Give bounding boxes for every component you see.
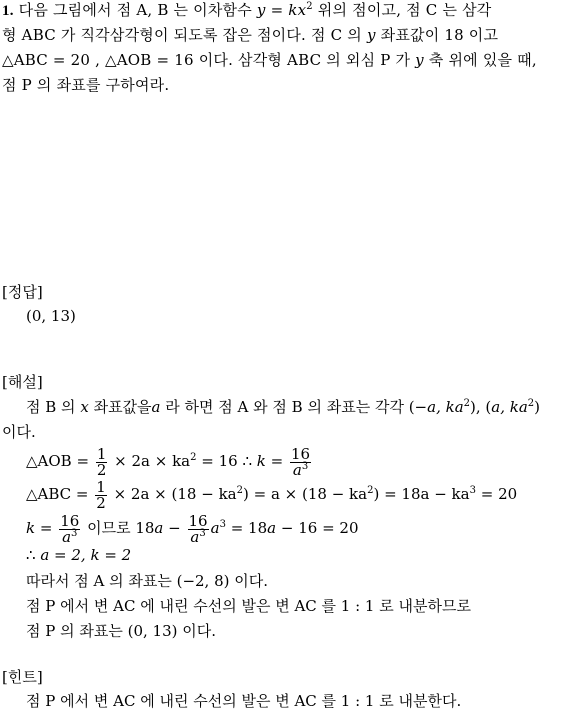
math-variable: a	[62, 527, 72, 546]
solution-line-2: 이다.	[2, 423, 36, 441]
hint-header: [힌트]	[2, 668, 43, 686]
solution-text: 이므로 18	[87, 519, 155, 537]
math-variable: y	[415, 51, 424, 69]
math-expression: ) = 18a − ka	[373, 485, 470, 503]
math-expression: = 16 ∴	[201, 452, 253, 470]
fraction-denominator	[188, 527, 209, 546]
superscript: 3	[469, 485, 476, 496]
math-expression: = 20	[480, 485, 518, 503]
fraction-numerator: 16	[291, 444, 311, 463]
math-expression: △AOB =	[26, 452, 90, 470]
solution-text: ), (	[470, 398, 492, 416]
math-expression: y = kx	[256, 1, 307, 19]
problem-line-1	[2, 0, 491, 21]
fraction	[96, 444, 108, 479]
fraction-denominator	[59, 527, 80, 546]
solution-text: 점 B 의	[26, 398, 76, 416]
math-expression: △ABC =	[26, 485, 89, 503]
superscript: 2	[236, 485, 243, 496]
equation-abc	[26, 476, 517, 512]
superscript: 2	[190, 452, 197, 463]
superscript: 3	[219, 519, 226, 530]
solution-line-4: 점 P 에서 변 AC 에 내린 수선의 발은 변 AC 를 1 : 1 로 내분하므로	[26, 597, 471, 615]
equation-result	[26, 545, 131, 565]
problem-text: △ABC = 20 , △AOB = 16 이다. 삼각형 ABC 의 외심 P 가	[2, 51, 411, 69]
math-variable: a	[154, 519, 164, 537]
superscript: 2	[527, 398, 535, 409]
superscript: 3	[71, 527, 78, 539]
fraction-numerator: 1	[96, 444, 107, 463]
math-variable: a	[151, 398, 161, 416]
superscript: 2	[367, 485, 374, 496]
problem-text: 다음 그림에서 점 A, B 는 이차함수	[18, 1, 252, 19]
solution-line-3: 따라서 점 A 의 좌표는 (−2, 8) 이다.	[26, 572, 269, 590]
answer-value: (0, 13)	[26, 307, 76, 325]
problem-line-2	[2, 25, 498, 45]
math-variable: a	[210, 519, 220, 537]
therefore-symbol: ∴	[26, 546, 36, 564]
math-expression: = 18	[230, 519, 268, 537]
problem-line-3	[2, 50, 537, 70]
math-expression: a, ka	[427, 398, 464, 416]
superscript: 3	[199, 527, 206, 539]
fraction	[95, 477, 107, 512]
problem-text: 점 P 의 좌표를 구하여라.	[2, 76, 170, 94]
math-expression: × 2a × (18 − ka	[113, 485, 237, 503]
solution-line-5: 점 P 의 좌표는 (0, 13) 이다.	[26, 622, 217, 640]
fraction	[59, 511, 80, 546]
solution-line-1	[26, 397, 540, 417]
solution-text: )	[534, 398, 541, 416]
problem-text: 축 위에 있을 때,	[428, 51, 537, 69]
math-variable: y	[366, 26, 376, 44]
math-variable: x	[80, 398, 89, 416]
math-expression: −	[168, 519, 181, 537]
equation-aob	[26, 443, 313, 479]
hint-text: 점 P 에서 변 AC 에 내린 수선의 발은 변 AC 를 1 : 1 로 내분한다.	[26, 692, 462, 710]
solution-text: 좌표값을	[93, 398, 152, 416]
math-variable: a	[267, 519, 277, 537]
fraction-numerator: 1	[96, 477, 106, 496]
solution-header: [해설]	[2, 373, 43, 391]
solution-text: 라 하면 점 A 와 점 B 의 좌표는 각각 (−	[165, 398, 428, 416]
fraction-denominator: 2	[96, 493, 106, 512]
superscript: 3	[301, 460, 309, 472]
problem-text: 위의 점이고, 점 C 는 삼각	[317, 1, 492, 19]
problem-line-4	[2, 75, 169, 95]
problem-number: 1.	[2, 3, 14, 19]
math-variable: a	[292, 460, 302, 479]
math-expression: k =	[26, 519, 53, 537]
answer-header: [정답]	[2, 283, 43, 301]
fraction	[188, 511, 209, 546]
problem-text: 좌표값이 18 이고	[380, 26, 499, 44]
math-expression: a = 2, k = 2	[40, 546, 132, 564]
math-variable: a	[190, 527, 200, 546]
problem-text: 형 ABC 가 직각삼각형이 되도록 잡은 점이다. 점 C 의	[2, 26, 362, 44]
fraction	[290, 444, 311, 479]
fraction-denominator: 2	[96, 460, 107, 479]
math-expression: × 2a × ka	[114, 452, 191, 470]
math-expression: − 16 = 20	[280, 519, 359, 537]
fraction-numerator: 16	[188, 511, 208, 530]
equation-k	[26, 510, 359, 546]
fraction-numerator: 16	[60, 511, 80, 530]
superscript: 2	[306, 1, 313, 12]
math-expression: ) = a × (18 − ka	[242, 485, 368, 503]
superscript: 2	[463, 398, 471, 409]
math-expression: k =	[256, 452, 284, 470]
math-expression: a, ka	[491, 398, 528, 416]
